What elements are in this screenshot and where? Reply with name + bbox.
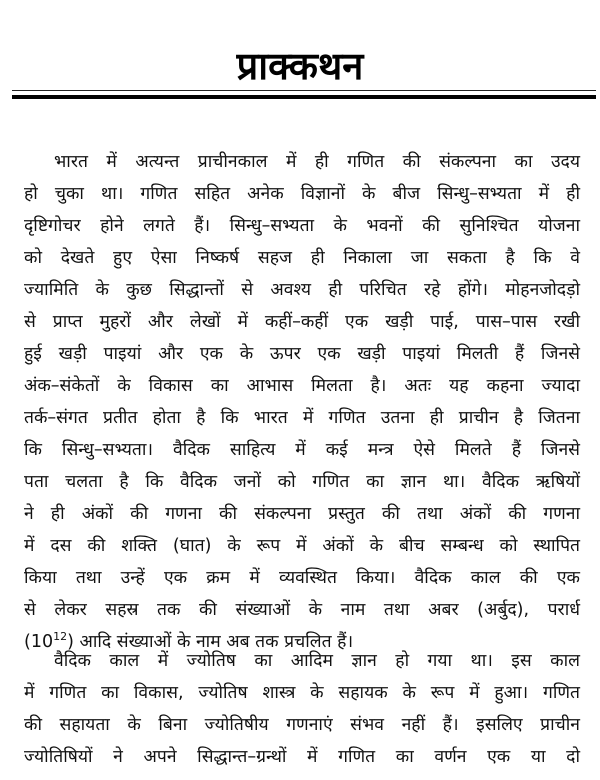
text-line: में गणित का विकास, ज्योतिष शास्त्र के सहायक के रूप में हुआ। गणित [24,683,580,703]
text-line: दृष्टिगोचर होने लगते हैं। सिन्धु–सभ्यता के भवनों की सुनिश्चित योजना [24,216,580,236]
text-line: हो चुका था। गणित सहित अनेक विज्ञानों के बीज सिन्धु–सभ्यता में ही [24,184,580,204]
title-underline-thick [12,95,596,99]
text-line: ज्यामिति के कुछ सिद्धान्तों से अवश्य ही परिचित रहे होंगे। मोहनजोदड़ो [24,280,580,300]
text-line: कि सिन्धु–सभ्यता। वैदिक साहित्य में कई मन्त्र ऐसे मिलते हैं जिनसे [24,440,580,460]
text-line: किया तथा उन्हें एक क्रम में व्यवस्थित किया। वैदिक काल की एक [24,568,580,588]
page-title: प्राक्कथन [236,44,364,88]
text-line: में दस की शक्ति (घात) के रूप में अंकों के बीच सम्बन्ध को स्थापित [24,536,580,556]
text-line: को देखते हुए ऐसा निष्कर्ष सहज ही निकाला जा सकता है कि वे [24,248,580,268]
text-fragment: ) आदि संख्याओं के नाम अब तक प्रचलित हैं। [67,632,354,652]
exponent: 12 [53,630,68,644]
paragraph-1 [24,146,580,658]
text-line: तर्क–संगत प्रतीत होता है कि भारत में गणित उतना ही प्राचीन है जितना [24,408,580,428]
text-line: वैदिक काल में ज्योतिष का आदिम ज्ञान हो गया था। इस काल [54,651,580,671]
text-line: से लेकर सहस्र तक की संख्याओं के नाम तथा अबर (अर्बुद), परार्ध [24,600,580,620]
text-line: ने ही अंकों की गणना की संकल्पना प्रस्तुत की तथा अंकों की गणना [24,504,580,524]
text-line: की सहायता के बिना ज्योतिषीय गणनाएं संभव नहीं हैं। इसलिए प्राचीन [24,715,580,735]
text-line: से प्राप्त मुहरों और लेखों में कहीं–कहीं एक खड़ी पाई, पास–पास रखी [24,312,580,332]
text-line: हुई खड़ी पाइयां और एक के ऊपर एक खड़ी पाइयां मिलती हैं जिनसे [24,344,580,364]
text-line: भारत में अत्यन्त प्राचीनकाल में ही गणित की संकल्पना का उदय [54,152,580,172]
title-underline-thin [12,90,596,91]
text-line: पता चलता है कि वैदिक जनों को गणित का ज्ञान था। वैदिक ऋषियों [24,472,580,492]
paragraph-2 [24,645,580,773]
text-fragment: (10 [24,632,54,652]
text-line: ज्योतिषियों ने अपने सिद्धान्त–ग्रन्थों में गणित का वर्णन एक या दो [24,747,580,767]
text-line: अंक–संकेतों के विकास का आभास मिलता है। अतः यह कहना ज्यादा [24,376,580,396]
